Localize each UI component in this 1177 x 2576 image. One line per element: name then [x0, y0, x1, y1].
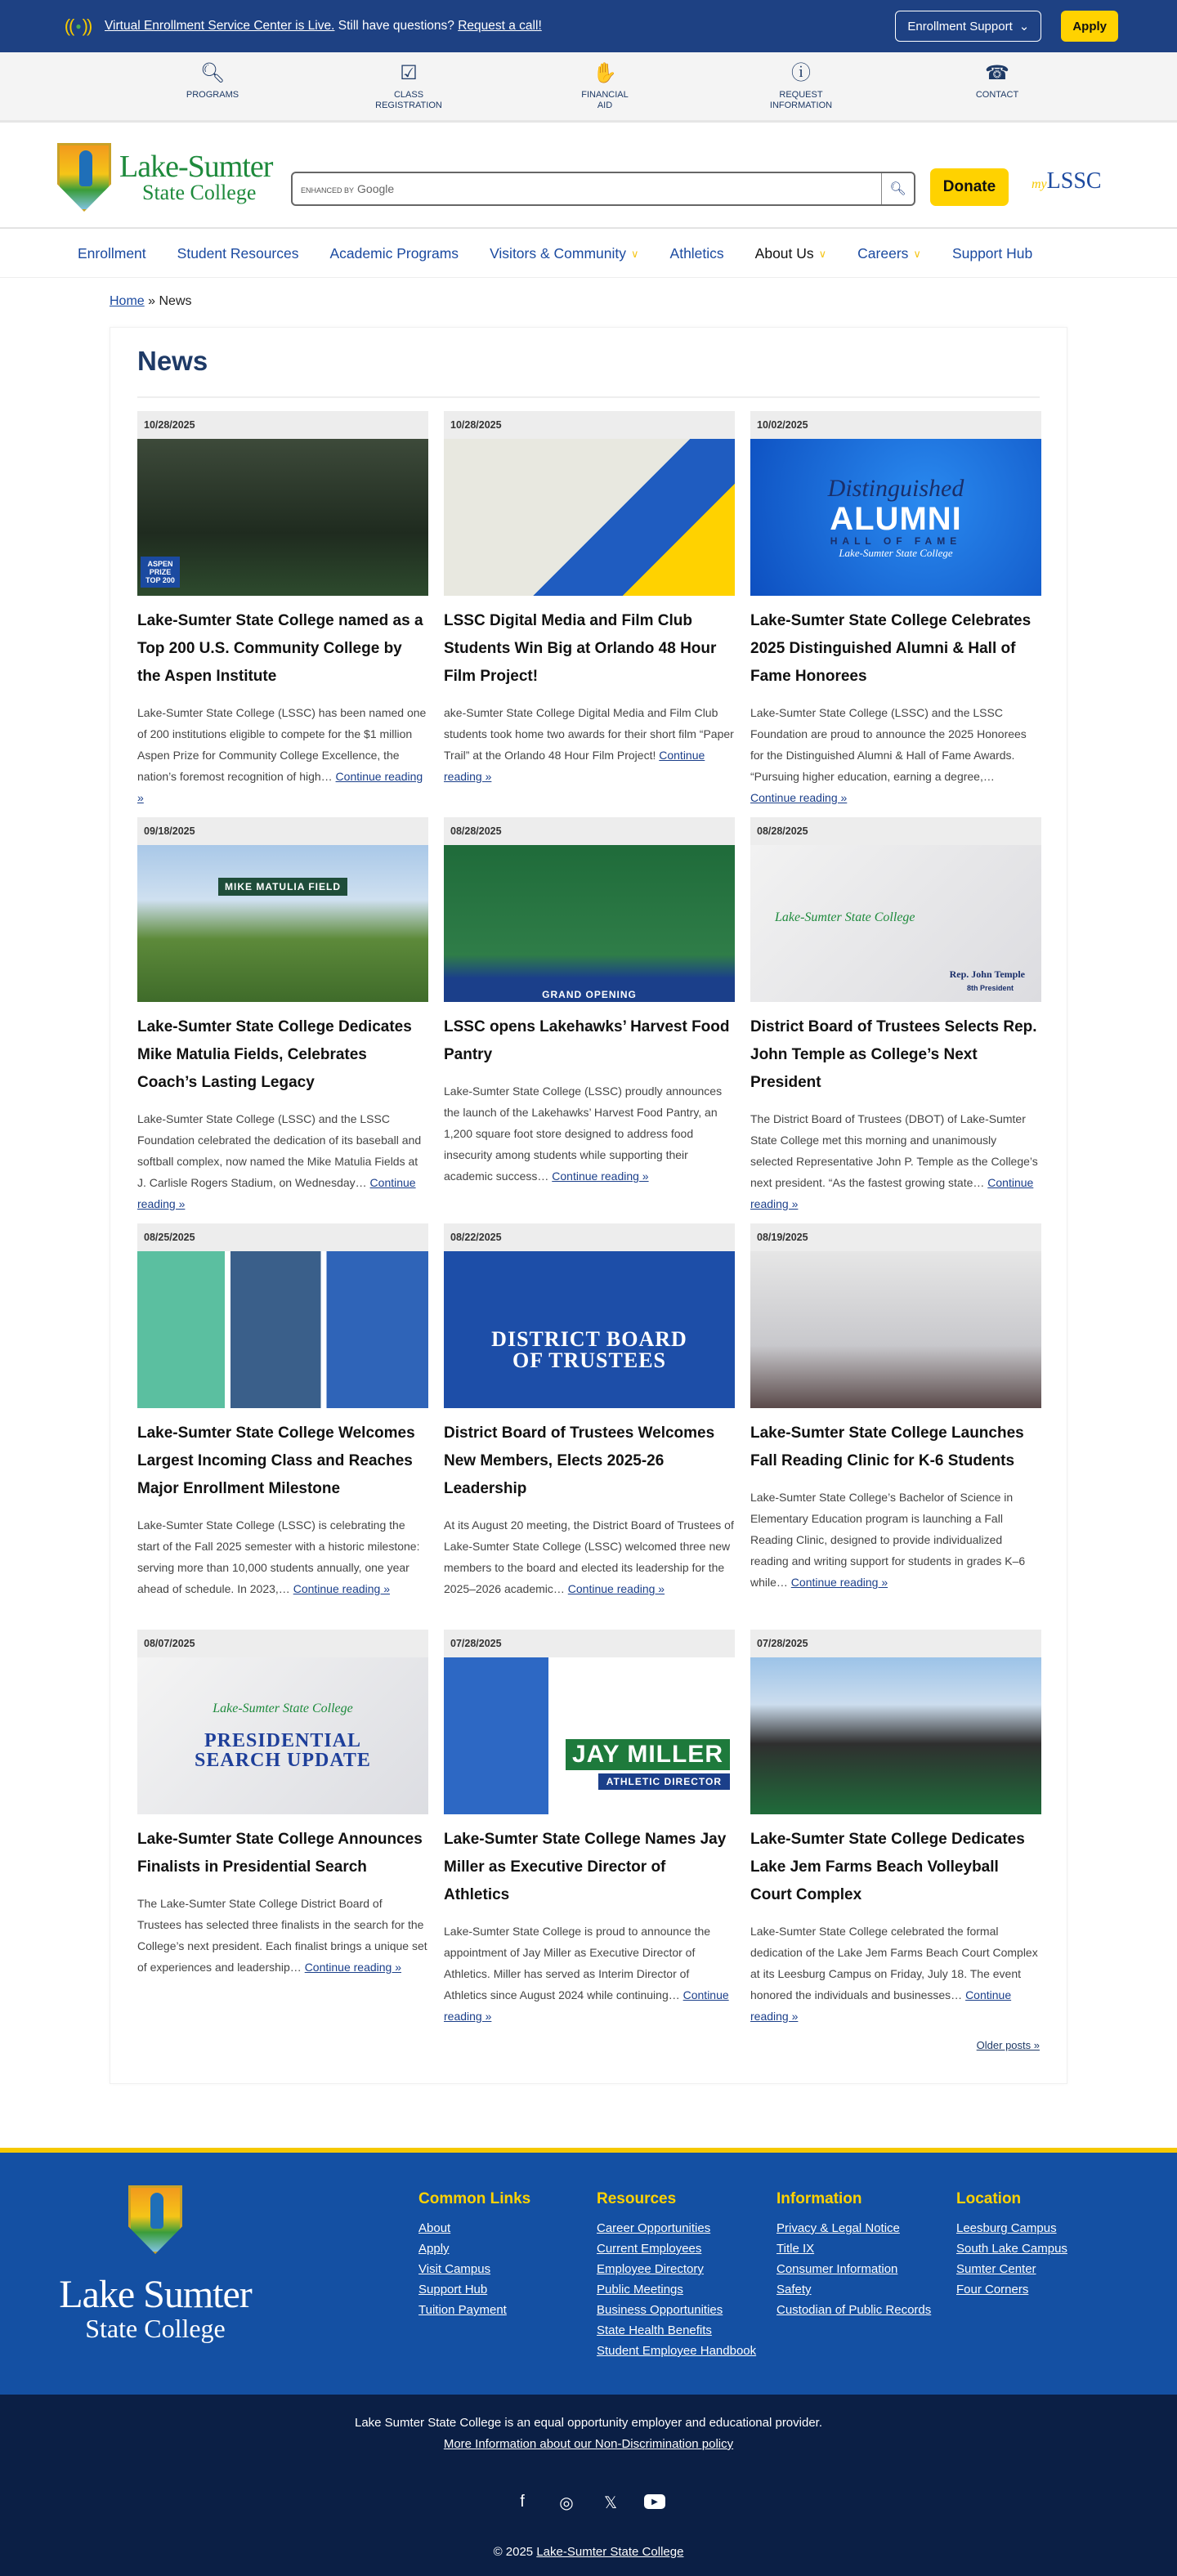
enrollment-support-label: Enrollment Support — [907, 19, 1013, 34]
nav-item-careers[interactable] — [857, 245, 921, 262]
post-image[interactable] — [444, 1251, 735, 1408]
chevron-down-icon: ∨ — [631, 247, 639, 260]
footer — [0, 2153, 1177, 2395]
continue-reading-link[interactable]: Continue reading » — [137, 1176, 416, 1210]
post-excerpt-text: Lake-Sumter State College (LSSC) proudly announces the launch of the Lakehawks’ Harvest Food Pantry, an 1,200 square foot store designed to address food insecurity among students while supporting their academic success… — [444, 1085, 723, 1183]
quick-links-bar — [0, 52, 1177, 123]
enrollment-support-button[interactable] — [895, 11, 1041, 42]
mylssc-label: LSSC — [1046, 168, 1102, 194]
image-text: MIKE MATULIA FIELD — [218, 878, 347, 896]
post-excerpt-text: Lake-Sumter State College (LSSC) has been named one of 200 institutions eligible to compete for the $1 million Aspen Prize for Community College Excellence, the nation’s foremost recognition of high… — [137, 706, 427, 783]
footer-link[interactable]: South Lake Campus — [956, 2242, 1067, 2256]
quick-link-contact[interactable] — [899, 52, 1095, 120]
breadcrumb-separator: » — [148, 294, 156, 308]
search-input[interactable] — [291, 172, 915, 206]
news-post — [750, 1630, 1041, 2036]
news-post — [137, 1223, 428, 1630]
breadcrumb-current: News — [159, 294, 192, 308]
post-excerpt-text: The Lake-Sumter State College District Board of Trustees has selected three finalists in the search for the College’s next president. Each finalist brings a unique set of experiences and leadership… — [137, 1897, 427, 1974]
footer-column-information — [776, 2190, 948, 2320]
post-excerpt-text: Lake-Sumter State College (LSSC) is celebrating the start of the Fall 2025 semester with a historic milestone: serving more than 10,000 students annually, one year ahead of schedule. In 2023,… — [137, 1518, 420, 1595]
news-grid — [137, 411, 1041, 2036]
image-text: DISTRICT BOARD — [491, 1327, 687, 1351]
post-date: 08/19/2025 — [750, 1223, 1041, 1251]
footer-link[interactable]: Apply — [418, 2242, 450, 2256]
footer-column-title: Common Links — [418, 2190, 531, 2207]
quick-link-label: CONTACT — [975, 90, 1019, 100]
image-text: 8th President — [966, 984, 1014, 992]
quick-link-label: PROGRAMS — [186, 90, 239, 100]
post-title[interactable]: Lake-Sumter State College Dedicates Mike Matulia Fields, Celebrates Coach’s Lasting Legacy — [137, 1018, 412, 1091]
post-excerpt — [137, 702, 428, 808]
post-title[interactable]: Lake-Sumter State College Announces Finalists in Presidential Search — [137, 1831, 423, 1876]
post-date: 10/02/2025 — [750, 411, 1041, 439]
image-text: Lake-Sumter State College — [213, 1702, 353, 1715]
footer-link[interactable]: Custodian of Public Records — [776, 2303, 932, 2317]
broadcast-icon: (( ● )) — [64, 16, 92, 36]
youtube-icon[interactable]: ▶ — [644, 2494, 665, 2509]
post-image[interactable] — [137, 1657, 428, 1814]
news-post — [444, 817, 735, 1223]
post-excerpt — [750, 1487, 1041, 1593]
quick-link-request[interactable] — [703, 52, 899, 120]
mylssc-prefix: my — [1032, 177, 1047, 191]
main-nav — [0, 230, 1177, 278]
post-date: 09/18/2025 — [137, 817, 428, 845]
news-post — [750, 817, 1041, 1223]
image-text: Distinguished — [827, 475, 964, 502]
post-date: 08/28/2025 — [750, 817, 1041, 845]
post-excerpt — [444, 1080, 735, 1187]
quick-link-label: FINANCIAL AID — [581, 90, 629, 110]
nav-item-label: Enrollment — [78, 245, 146, 262]
search-icon: 🔍︎ — [889, 182, 906, 196]
footer-link[interactable]: Consumer Information — [776, 2262, 898, 2276]
post-excerpt-text: Lake-Sumter State College’s Bachelor of Science in Elementary Education program is launching a Fall Reading Clinic, designed to provide individualized reading and writing support for students in grades K–6 while… — [750, 1491, 1026, 1589]
news-container — [110, 327, 1067, 2084]
post-excerpt-text: Lake-Sumter State College (LSSC) and the LSSC Foundation celebrated the dedication of its baseball and softball complex, now named the Mike Matulia Fields at J. Carlisle Rogers Stadium, on Wednesday… — [137, 1112, 422, 1189]
footer-link[interactable]: Title IX — [776, 2242, 815, 2256]
info-icon: ⓘ — [791, 61, 811, 84]
footer-link[interactable]: Student Employee Handbook — [597, 2344, 757, 2358]
post-title[interactable]: Lake-Sumter State College Welcomes Largest Incoming Class and Reaches Major Enrollment Milestone — [137, 1424, 415, 1497]
post-date: 10/28/2025 — [444, 411, 735, 439]
footer-column-title: Information — [776, 2190, 862, 2207]
checklist-icon: ☑ — [400, 61, 418, 84]
continue-reading-link[interactable]: Continue reading » — [293, 1582, 391, 1595]
post-image[interactable] — [750, 1657, 1041, 1814]
chevron-down-icon: ⌄ — [1018, 20, 1030, 34]
post-date: 08/28/2025 — [444, 817, 735, 845]
search-cap-icon: 🔍︎ — [199, 61, 226, 84]
footer-link[interactable]: Support Hub — [418, 2283, 488, 2296]
image-text: PRESIDENTIAL — [204, 1730, 362, 1751]
post-excerpt — [444, 1514, 735, 1599]
shield-logo-icon — [57, 143, 111, 212]
post-image[interactable] — [444, 845, 735, 1002]
post-excerpt — [137, 1514, 428, 1599]
image-text: ATHLETIC DIRECTOR — [598, 1773, 730, 1790]
site-header — [0, 123, 1177, 229]
post-title[interactable]: District Board of Trustees Selects Rep. John Temple as College’s Next President — [750, 1018, 1037, 1091]
nav-item-about-us[interactable] — [755, 245, 827, 262]
post-image[interactable] — [750, 1251, 1041, 1408]
post-excerpt — [750, 702, 1041, 808]
footer-link[interactable]: Public Meetings — [597, 2283, 683, 2296]
post-date: 08/07/2025 — [137, 1630, 428, 1657]
college-logo[interactable] — [57, 141, 286, 214]
post-excerpt-text: The District Board of Trustees (DBOT) of Lake-Sumter State College met this morning and unanimously selected Representative John P. Temple as the College’s next president. “As the fastest growing state… — [750, 1112, 1038, 1189]
continue-reading-link[interactable]: Continue reading » — [552, 1169, 649, 1183]
equal-opportunity-text: Lake Sumter State College is an equal opportunity employer and educational provider. — [354, 2416, 823, 2430]
continue-reading-link[interactable]: Continue reading » — [750, 791, 848, 804]
post-title[interactable]: Lake-Sumter State College Launches Fall Reading Clinic for K-6 Students — [750, 1424, 1024, 1469]
post-excerpt — [137, 1108, 428, 1214]
divider — [137, 396, 1040, 398]
post-title[interactable]: District Board of Trustees Welcomes New Members, Elects 2025-26 Leadership — [444, 1424, 715, 1497]
continue-reading-link[interactable]: Continue reading » — [790, 1576, 888, 1589]
footer-link[interactable]: Tuition Payment — [418, 2303, 507, 2317]
post-title[interactable]: LSSC Digital Media and Film Club Students Win Big at Orlando 48 Hour Film Project! — [444, 612, 717, 685]
image-text: OF TRUSTEES — [512, 1348, 666, 1372]
post-image[interactable] — [137, 439, 428, 596]
news-post — [444, 411, 735, 817]
post-title[interactable]: Lake-Sumter State College Dedicates Lake Jem Farms Beach Volleyball Court Complex — [750, 1831, 1025, 1903]
nav-item-label: About Us — [754, 245, 814, 262]
nav-item-academic-programs[interactable] — [330, 245, 459, 262]
nav-item-support-hub[interactable] — [952, 245, 1032, 262]
nav-item-label: Careers — [857, 245, 909, 262]
footer-column-resources — [597, 2190, 768, 2361]
announcement-bar — [0, 0, 1177, 52]
chevron-down-icon: ∨ — [913, 247, 921, 260]
instagram-icon[interactable]: ◎ — [559, 2494, 574, 2512]
news-post — [137, 817, 428, 1223]
continue-reading-link[interactable]: Continue reading » — [444, 749, 705, 783]
footer-link[interactable]: Current Employees — [597, 2242, 702, 2256]
quick-link-programs[interactable] — [114, 52, 311, 120]
post-date: 10/28/2025 — [137, 411, 428, 439]
facebook-icon[interactable]: f — [520, 2493, 525, 2511]
logo-line1: Lake-Sumter — [119, 150, 273, 184]
breadcrumb — [110, 294, 192, 309]
older-posts-link[interactable]: Older posts » — [976, 2039, 1040, 2051]
footer-link[interactable]: Visit Campus — [418, 2262, 491, 2276]
image-text: Lake-Sumter State College — [839, 547, 953, 559]
footer-bottom — [0, 2395, 1177, 2576]
announcement-text: Still have questions? — [338, 19, 454, 33]
footer-link[interactable]: Employee Directory — [597, 2262, 704, 2276]
footer-column-title: Location — [956, 2190, 1022, 2207]
continue-reading-link[interactable]: Continue reading » — [137, 770, 423, 804]
footer-logo-line1: Lake Sumter — [59, 2273, 252, 2316]
footer-link[interactable]: State Health Benefits — [597, 2323, 712, 2337]
page-title: News — [137, 346, 208, 376]
footer-column-title: Resources — [597, 2190, 677, 2207]
image-text: GRAND OPENING — [542, 989, 637, 1000]
apply-button[interactable]: Apply — [1061, 11, 1118, 42]
copyright: © 2025 — [493, 2545, 534, 2559]
post-date: 08/25/2025 — [137, 1223, 428, 1251]
nav-item-label: Visitors & Community — [490, 245, 627, 262]
post-image[interactable] — [444, 439, 735, 596]
footer-logo[interactable] — [57, 2185, 253, 2343]
footer-logo-line2: State College — [85, 2314, 226, 2343]
image-text: Rep. John Temple — [949, 968, 1025, 980]
post-title[interactable]: LSSC opens Lakehawks’ Harvest Food Pantry — [444, 1018, 730, 1063]
continue-reading-link[interactable]: Continue reading » — [304, 1961, 401, 1974]
search-button[interactable] — [881, 173, 914, 204]
news-post — [750, 411, 1041, 817]
post-image[interactable] — [137, 845, 428, 1002]
post-excerpt-text: At its August 20 meeting, the District Board of Trustees of Lake-Sumter State College (LSSC) welcomed three new members to the board and elected its leadership for the 2025–2026 academic… — [444, 1518, 734, 1595]
post-excerpt-text: Lake-Sumter State College celebrated the formal dedication of the Lake Jem Farms Beach Court Complex at its Leesburg Campus on Friday, July 18. The event honored the individuals and businesses… — [750, 1925, 1038, 2001]
hand-money-icon: ✋ — [593, 61, 617, 84]
search-brand: Google — [357, 182, 395, 195]
request-call-link[interactable]: Request a call! — [458, 19, 542, 33]
continue-reading-link[interactable]: Continue reading » — [750, 1988, 1012, 2023]
nav-item-athletics[interactable] — [670, 245, 724, 262]
quick-link-financial[interactable] — [507, 52, 703, 120]
footer-link[interactable]: Privacy & Legal Notice — [776, 2221, 900, 2235]
footer-link[interactable]: Leesburg Campus — [956, 2221, 1057, 2235]
image-text: Lake-Sumter State College — [775, 910, 915, 924]
donate-button[interactable]: Donate — [930, 168, 1009, 206]
x-icon[interactable]: 𝕏 — [603, 2494, 618, 2512]
news-post — [137, 1630, 428, 2036]
footer-link[interactable]: Safety — [776, 2283, 812, 2296]
post-image[interactable] — [137, 1251, 428, 1408]
continue-reading-link[interactable]: Continue reading » — [567, 1582, 665, 1595]
shield-logo-icon — [128, 2185, 182, 2254]
quick-link-label: REQUEST INFORMATION — [769, 90, 833, 110]
footer-link[interactable]: Career Opportunities — [597, 2221, 711, 2235]
post-image[interactable] — [750, 439, 1041, 596]
nav-item-visitors-community[interactable] — [490, 245, 638, 262]
post-excerpt — [750, 1921, 1041, 2027]
post-excerpt — [137, 1893, 428, 1978]
search-hint: ENHANCED BY — [301, 186, 355, 195]
image-text: SEARCH UPDATE — [195, 1750, 371, 1771]
image-text: JAY MILLER — [566, 1739, 730, 1770]
breadcrumb-home[interactable]: Home — [110, 294, 145, 308]
post-date: 07/28/2025 — [444, 1630, 735, 1657]
continue-reading-link[interactable]: Continue reading » — [444, 1988, 729, 2023]
copyright-link[interactable]: Lake-Sumter State College — [536, 2545, 684, 2559]
nav-item-student-resources[interactable] — [177, 245, 299, 262]
post-excerpt — [444, 1921, 735, 2027]
footer-link[interactable]: About — [418, 2221, 451, 2235]
image-text: ALUMNI — [830, 501, 962, 537]
news-post — [444, 1630, 735, 2036]
nav-item-label: Support Hub — [951, 245, 1033, 262]
footer-column-common-links — [418, 2190, 590, 2320]
logo-line2: State College — [142, 181, 257, 204]
post-excerpt — [750, 1108, 1041, 1214]
quick-link-label: CLASS REGISTRATION — [375, 90, 442, 110]
nav-item-enrollment[interactable] — [78, 245, 146, 262]
post-image[interactable] — [444, 1657, 735, 1814]
post-excerpt — [444, 702, 735, 787]
phone-mail-icon: ☎ — [985, 61, 1009, 84]
mylssc-link[interactable] — [1032, 168, 1102, 195]
news-post — [444, 1223, 735, 1630]
post-title[interactable]: Lake-Sumter State College named as a Top 200 U.S. Community College by the Aspen Institute — [137, 612, 423, 685]
post-title[interactable]: Lake-Sumter State College Names Jay Miller as Executive Director of Athletics — [444, 1831, 727, 1903]
image-text: HALL OF FAME — [830, 535, 962, 547]
quick-link-class[interactable] — [311, 52, 507, 120]
social-links — [0, 2493, 1177, 2513]
footer-link[interactable]: Sumter Center — [956, 2262, 1036, 2276]
post-excerpt-text: Lake-Sumter State College is proud to announce the appointment of Jay Miller as Executive Director of Athletics. Miller has served as Interim Director of Athletics since August 2024 while continuing… — [444, 1925, 711, 2001]
virtual-enrollment-link[interactable]: Virtual Enrollment Service Center is Live. — [105, 19, 335, 33]
footer-link[interactable]: Four Corners — [956, 2283, 1029, 2296]
post-date: 08/22/2025 — [444, 1223, 735, 1251]
nav-item-label: Student Resources — [177, 245, 299, 262]
nav-item-label: Athletics — [669, 245, 724, 262]
chevron-down-icon: ∨ — [818, 247, 827, 260]
news-post — [750, 1223, 1041, 1630]
post-image[interactable] — [750, 845, 1041, 1002]
post-date: 07/28/2025 — [750, 1630, 1041, 1657]
footer-column-location — [956, 2190, 1128, 2300]
post-title[interactable]: Lake-Sumter State College Celebrates 2025 Distinguished Alumni & Hall of Fame Honorees — [750, 612, 1032, 685]
footer-link[interactable]: Business Opportunities — [597, 2303, 723, 2317]
news-post — [137, 411, 428, 817]
post-excerpt-text: Lake-Sumter State College (LSSC) and the LSSC Foundation are proud to announce the 2025 Honorees for the Distinguished Alumni & Hall of Fame Awards. “Pursuing higher education, earning a degree,… — [750, 706, 1027, 783]
nondiscrimination-link[interactable]: More Information about our Non-Discrimination policy — [443, 2437, 734, 2451]
post-excerpt-text: ake-Sumter State College Digital Media and Film Club students took home two awards for their short film “Paper Trail” at the Orlando 48 Hour Film Project! — [444, 706, 734, 762]
nav-item-label: Academic Programs — [329, 245, 459, 262]
continue-reading-link[interactable]: Continue reading » — [750, 1176, 1034, 1210]
image-text: ASPEN PRIZE TOP 200 — [141, 557, 180, 588]
